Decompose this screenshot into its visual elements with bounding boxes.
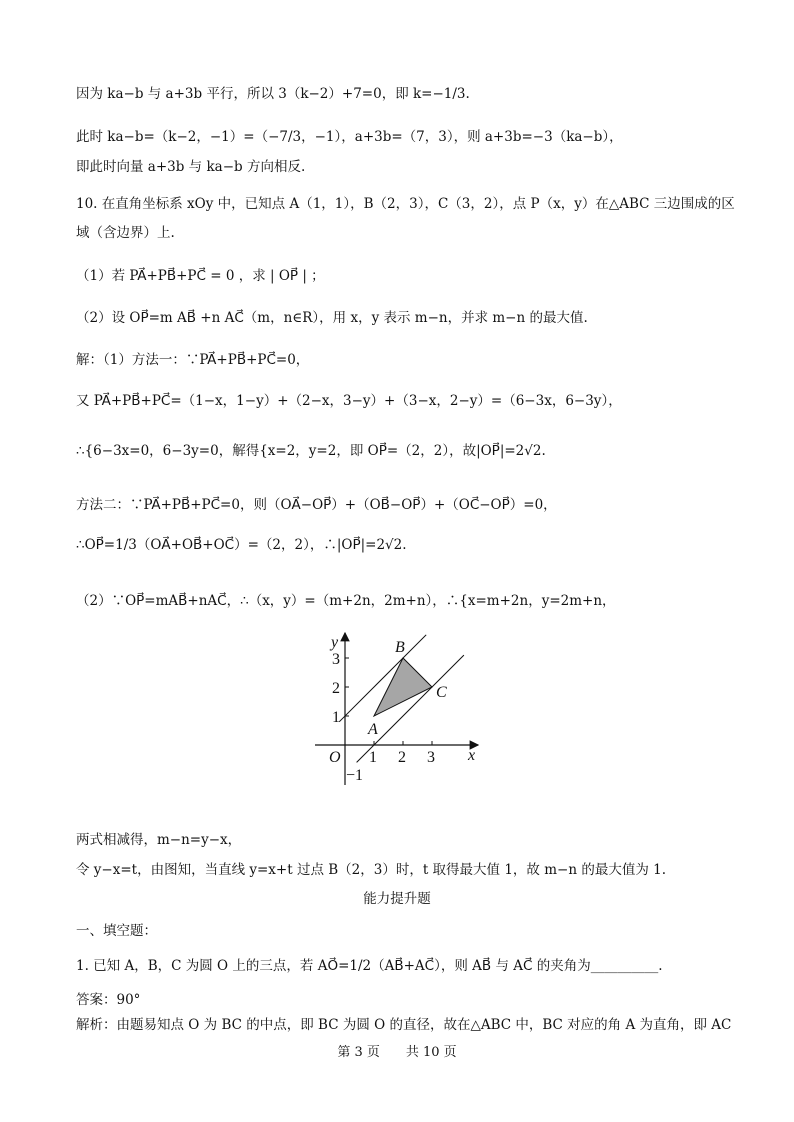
y-tick-label: 2 bbox=[332, 680, 340, 697]
problem-10-line-1: 10. 在直角坐标系 xOy 中，已知点 A（1，1），B（2，3），C（3，2），点 P（x，y）在△ABC 三边围成的区 bbox=[76, 196, 735, 212]
text-line-3: 即此时向量 a+3b 与 ka−b 方向相反. bbox=[76, 159, 306, 175]
negative-tick-label: −1 bbox=[346, 767, 364, 784]
y-axis-label: y bbox=[331, 634, 339, 651]
page-footer: 第 3 页 共 10 页 bbox=[337, 1045, 457, 1060]
solution-method-2-result: ∴OP⃗=1/3（OA⃗+OB⃗+OC⃗）=（2，2），∴|OP⃗|=2√2. bbox=[76, 537, 407, 553]
answer-line: 答案：90° bbox=[76, 992, 141, 1008]
analysis-line: 解析：由题易知点 O 为 BC 的中点，即 BC 为圆 O 的直径，故在△ABC 中，BC 对应的角 A 为直角，即 AC bbox=[76, 1017, 732, 1033]
text-line-2: 此时 ka−b=（k−2，−1）=（−7/3，−1），a+3b=（7，3），则 a+3b=−3（ka−b）， bbox=[76, 129, 623, 145]
y-tick-label: 3 bbox=[332, 651, 340, 668]
x-tick-label: 3 bbox=[427, 749, 435, 766]
x-tick-label: 2 bbox=[398, 749, 406, 766]
text-line-1: 因为 ka−b 与 a+3b 平行，所以 3（k−2）+7=0，即 k=−1/3. bbox=[76, 86, 470, 102]
fill-blank-heading: 一、填空题： bbox=[76, 923, 157, 939]
origin-label: O bbox=[329, 749, 341, 766]
solution-part-2: （2）∵OP⃗=mAB⃗+nAC⃗，∴（x，y）=（m+2n，2m+n），∴{x=m+2n，y=2m+n， bbox=[76, 593, 616, 609]
solution-line-2: 又 PA⃗+PB⃗+PC⃗=（1−x，1−y）+（2−x，3−y）+（3−x，2−y）=（6−3x，6−3y）， bbox=[76, 393, 622, 409]
point-label-c: C bbox=[436, 684, 447, 701]
problem-10-part-1: （1）若 PA⃗+PB⃗+PC⃗ = 0 ，求 | OP⃗ | ； bbox=[76, 268, 325, 284]
section-heading: 能力提升题 bbox=[363, 891, 431, 907]
subtract-line: 两式相减得，m−n=y−x， bbox=[76, 832, 242, 848]
x-axis-label: x bbox=[468, 747, 476, 764]
max-value-line: 令 y−x=t，由图知，当直线 y=x+t 过点 B（2，3）时，t 取得最大值 1，故 m−n 的最大值为 1. bbox=[76, 862, 666, 878]
point-label-a: A bbox=[368, 721, 378, 738]
x-tick-label: 1 bbox=[369, 749, 377, 766]
problem-10-part-2: （2）设 OP⃗=m AB⃗ +n AC⃗（m，n∈R），用 x，y 表示 m−n，并求 m−n 的最大值. bbox=[76, 310, 588, 326]
point-label-b: B bbox=[395, 639, 405, 656]
coordinate-figure bbox=[300, 625, 490, 795]
question-1: 1. 已知 A，B，C 为圆 O 上的三点，若 AO⃗=1/2（AB⃗+AC⃗），则 AB⃗ 与 AC⃗ 的夹角为__________. bbox=[76, 958, 663, 974]
solution-system-1: ∴{6−3x=0，6−3y=0，解得{x=2，y=2，即 OP⃗=（2，2），故|OP⃗|=2√2. bbox=[76, 443, 546, 459]
triangle-abc bbox=[374, 658, 432, 716]
solution-method-2: 方法二：∵PA⃗+PB⃗+PC⃗=0，则（OA⃗−OP⃗）+（OB⃗−OP⃗）+（OC⃗−OP⃗）=0， bbox=[76, 497, 557, 513]
problem-10-line-2: 域（含边界）上. bbox=[76, 225, 175, 241]
y-tick-label: 1 bbox=[332, 709, 340, 726]
solution-method-1: 解：（1）方法一：∵PA⃗+PB⃗+PC⃗=0， bbox=[76, 352, 310, 368]
